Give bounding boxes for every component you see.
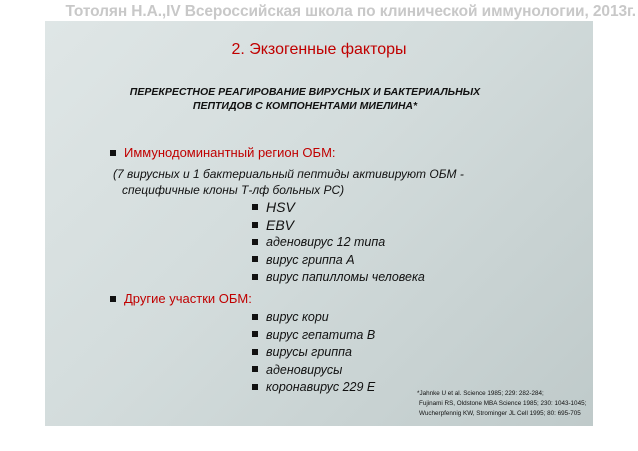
reference-3: Wucherpfennig KW, Strominger JL Cell 1995; 80: 695-705 (419, 410, 581, 417)
list-item (252, 327, 375, 345)
list-item-label: вирус гепатита В (266, 327, 376, 342)
list-item (252, 252, 425, 270)
slide-subtitle (89, 85, 521, 113)
list-item-label: HSV (266, 199, 295, 215)
square-bullet-icon (110, 150, 116, 156)
list-item-label: EBV (266, 216, 295, 233)
references (417, 389, 586, 419)
list-item-label: аденовирусы (266, 362, 343, 377)
section1-heading (110, 145, 336, 160)
reference-1: *Jahnke U et al. Science 1985; 229: 282-284; (417, 390, 544, 397)
subtitle-line-2: ПЕПТИДОВ С КОМПОНЕНТАМИ МИЕЛИНА* (192, 100, 418, 112)
square-bullet-icon (252, 314, 258, 320)
square-bullet-icon (252, 204, 258, 210)
reference-2: Fujinami RS, Oldstone MBA Science 1985; 230: 1043-1045; (419, 400, 587, 407)
section1-note (113, 166, 533, 198)
section1-note-line-1: (7 вирусных и 1 бактериальный пептиды активируют ОБМ - (113, 167, 464, 181)
section1-note-line-2: специфичные клоны Т-лф больных РС) (122, 183, 345, 197)
list-item-label: вирусы гриппа (266, 345, 352, 359)
list-item (252, 217, 425, 235)
header-watermark: Тотолян Н.А.,IV Всероссийская школа по клинической иммунологии, 2013г. (65, 3, 636, 20)
list-item (252, 362, 375, 380)
square-bullet-icon (252, 349, 258, 355)
square-bullet-icon (252, 366, 258, 372)
list-item-label: вирус гриппа А (266, 252, 355, 267)
list-item (252, 309, 375, 327)
list-item-label: вирус папилломы человека (266, 270, 425, 284)
square-bullet-icon (252, 384, 258, 390)
square-bullet-icon (252, 331, 258, 337)
slide (45, 21, 593, 426)
section2-heading (110, 291, 252, 306)
list-item-label: вирус кори (266, 310, 329, 324)
square-bullet-icon (110, 296, 116, 302)
list-item (252, 344, 375, 362)
square-bullet-icon (252, 256, 258, 262)
section2-list (252, 309, 375, 397)
subtitle-line-1: ПЕРЕКРЕСТНОЕ РЕАГИРОВАНИЕ ВИРУСНЫХ И БАКТЕРИАЛЬНЫХ (129, 86, 481, 98)
section2-heading-text: Другие участки ОБМ: (124, 291, 252, 306)
list-item-label: аденовирус 12 типа (266, 235, 386, 249)
list-item (252, 269, 425, 287)
list-item (252, 379, 375, 397)
section1-heading-text: Иммунодоминантный регион ОБМ: (124, 145, 336, 160)
section1-list (252, 199, 425, 287)
square-bullet-icon (252, 222, 258, 228)
slide-title: 2. Экзогенные факторы (231, 41, 407, 58)
square-bullet-icon (252, 239, 258, 245)
square-bullet-icon (252, 274, 258, 280)
list-item (252, 199, 425, 217)
list-item (252, 234, 425, 252)
list-item-label: коронавирус 229 Е (266, 380, 376, 394)
